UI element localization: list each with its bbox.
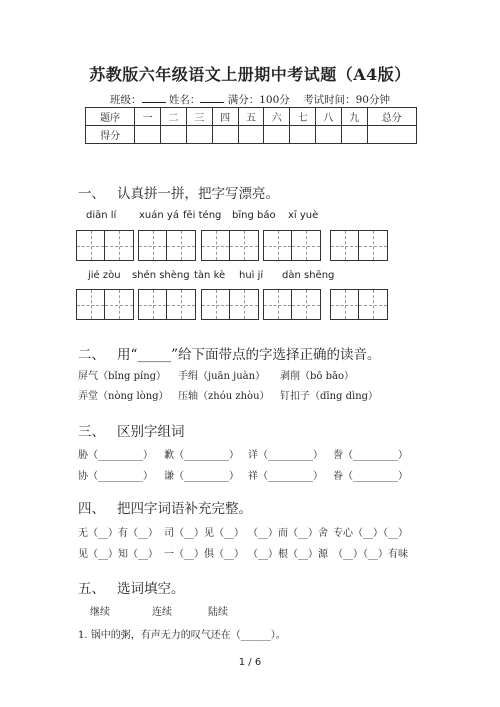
section-number: 二、 <box>78 347 105 363</box>
word-group-item[interactable]: 胁（_________） <box>78 450 153 461</box>
score-header-cell: 五 <box>238 108 264 126</box>
tianzige-cell[interactable] <box>105 231 133 260</box>
pronunciation-item[interactable]: 剥削（bō bāo） <box>280 371 354 382</box>
word-choice: 继续 <box>90 607 110 618</box>
idiom-item[interactable]: 无（__）有（__） <box>78 528 158 539</box>
tianzige-cell[interactable] <box>264 290 292 319</box>
tianzige-cell[interactable] <box>292 231 320 260</box>
score-cell[interactable] <box>161 126 187 144</box>
score-cell[interactable] <box>135 126 161 144</box>
idiom-item[interactable]: （__）（__）有味 <box>333 549 408 560</box>
score-cell[interactable] <box>341 126 367 144</box>
pinyin-label: jié zòu <box>88 270 121 281</box>
score-table-header-row <box>86 108 417 126</box>
pinyin-label: huì jí <box>239 270 264 281</box>
score-header-cell: 六 <box>264 108 290 126</box>
section-3-heading <box>78 420 197 440</box>
tianzige-cell[interactable] <box>264 231 292 260</box>
score-cell[interactable] <box>238 126 264 144</box>
idiom-item[interactable]: 一（__）俱（__） <box>164 549 244 560</box>
score-row-label: 得分 <box>86 126 135 144</box>
section-number: 四、 <box>78 501 105 517</box>
score-header-cell: 二 <box>161 108 187 126</box>
section-title: 区别字组词 <box>117 424 185 440</box>
tianzige-cell[interactable] <box>139 290 167 319</box>
word-group-item[interactable]: 详（_________） <box>248 450 323 461</box>
word-group-item[interactable]: 谦（_________） <box>164 471 239 482</box>
tianzige-box[interactable] <box>138 230 196 261</box>
pronunciation-item[interactable]: 屏气（bǐng píng） <box>78 371 167 382</box>
section-2-heading <box>78 343 393 363</box>
tianzige-cell[interactable] <box>230 231 258 260</box>
tianzige-cell[interactable] <box>167 231 195 260</box>
pronunciation-item[interactable]: 弄堂（nòng lòng） <box>78 391 169 402</box>
score-header-cell: 一 <box>135 108 161 126</box>
pinyin-label: tàn kè <box>194 270 226 281</box>
idiom-item[interactable]: （__）而（__）舍 <box>248 528 328 539</box>
pinyin-label: dàn shēng <box>282 270 335 281</box>
tianzige-cell[interactable] <box>77 290 105 319</box>
word-group-item[interactable]: 协（_________） <box>78 471 153 482</box>
score-cell[interactable] <box>290 126 316 144</box>
page-number: 1 / 6 <box>238 657 262 668</box>
tianzige-cell[interactable] <box>77 231 105 260</box>
score-header-cell: 七 <box>290 108 316 126</box>
pinyin-label: shén shèng <box>132 270 190 281</box>
full-score: 满分：100分 <box>227 94 290 106</box>
score-cell[interactable] <box>212 126 238 144</box>
score-cell[interactable] <box>186 126 212 144</box>
word-group-item[interactable]: 歉（_________） <box>164 450 239 461</box>
section-title: 把四字词语补充完整。 <box>117 501 252 517</box>
section-1-heading <box>78 182 291 202</box>
tianzige-box[interactable] <box>201 230 259 261</box>
idiom-item[interactable]: 司（__）见（__） <box>164 528 244 539</box>
class-blank <box>142 92 166 103</box>
pinyin-label: bīng báo <box>232 210 276 221</box>
pinyin-label: fēi téng <box>183 210 222 221</box>
tianzige-box[interactable] <box>263 289 321 320</box>
word-group-item[interactable]: 誊（_________） <box>333 450 408 461</box>
tianzige-cell[interactable] <box>230 290 258 319</box>
score-header-cell: 题序 <box>86 108 135 126</box>
pinyin-label: diān lí <box>86 210 117 221</box>
word-choice: 连续 <box>152 607 172 618</box>
tianzige-box[interactable] <box>263 230 321 261</box>
tianzige-box[interactable] <box>330 289 388 320</box>
tianzige-box[interactable] <box>330 230 388 261</box>
tianzige-cell[interactable] <box>167 290 195 319</box>
section-title: 认真拼一拼，把字写漂亮。 <box>117 186 279 202</box>
page-title: 苏教版六年级语文上册期中考试题（A4版） <box>89 65 411 84</box>
pronunciation-item[interactable]: 钉扣子（dīng dìng） <box>280 391 379 402</box>
pronunciation-item[interactable]: 压轴（zhóu zhòu） <box>178 391 270 402</box>
score-header-cell: 四 <box>212 108 238 126</box>
score-table-score-row <box>86 126 417 144</box>
tianzige-cell[interactable] <box>139 231 167 260</box>
name-blank <box>200 92 224 103</box>
score-cell[interactable] <box>315 126 341 144</box>
word-group-item[interactable]: 眷（_________） <box>333 471 408 482</box>
question-1[interactable]: 1. 锅中的粥，有声无力的叹气还在（______）。 <box>78 630 286 641</box>
section-title: 用“_____”给下面带点的字选择正确的读音。 <box>117 347 381 363</box>
score-cell[interactable] <box>264 126 290 144</box>
tianzige-box[interactable] <box>76 289 134 320</box>
tianzige-cell[interactable] <box>359 231 387 260</box>
tianzige-cell[interactable] <box>202 290 230 319</box>
idiom-item[interactable]: 专心（__）（__） <box>333 528 408 539</box>
word-choice: 陆续 <box>208 607 228 618</box>
class-label: 班级： <box>110 94 142 106</box>
pinyin-label: xuán yá <box>139 210 179 221</box>
score-header-cell: 总分 <box>367 108 416 126</box>
pinyin-label: xī yuè <box>288 210 319 221</box>
tianzige-cell[interactable] <box>202 231 230 260</box>
section-number: 一、 <box>78 186 105 202</box>
idiom-item[interactable]: 见（__）知（__） <box>78 549 158 560</box>
exam-info-line <box>0 92 500 107</box>
score-cell[interactable] <box>367 126 416 144</box>
name-label: 姓名： <box>168 94 201 106</box>
tianzige-box[interactable] <box>76 230 134 261</box>
section-number: 三、 <box>78 424 105 440</box>
section-5-heading <box>78 577 197 597</box>
tianzige-cell[interactable] <box>331 290 359 319</box>
section-number: 五、 <box>78 581 105 597</box>
tianzige-cell[interactable] <box>105 290 133 319</box>
section-title: 选词填空。 <box>117 581 185 597</box>
pronunciation-item[interactable]: 手绢（juān juàn） <box>178 371 266 382</box>
section-4-heading <box>78 497 264 517</box>
exam-time: 考试时间：90分钟 <box>303 94 390 106</box>
score-header-cell: 八 <box>315 108 341 126</box>
tianzige-cell[interactable] <box>331 231 359 260</box>
score-header-cell: 三 <box>186 108 212 126</box>
idiom-item[interactable]: （__）根（__）源 <box>248 549 328 560</box>
word-group-item[interactable]: 祥（_________） <box>248 471 323 482</box>
tianzige-cell[interactable] <box>292 290 320 319</box>
tianzige-box[interactable] <box>138 289 196 320</box>
score-table <box>85 107 417 144</box>
score-header-cell: 九 <box>341 108 367 126</box>
tianzige-box[interactable] <box>201 289 259 320</box>
tianzige-cell[interactable] <box>359 290 387 319</box>
